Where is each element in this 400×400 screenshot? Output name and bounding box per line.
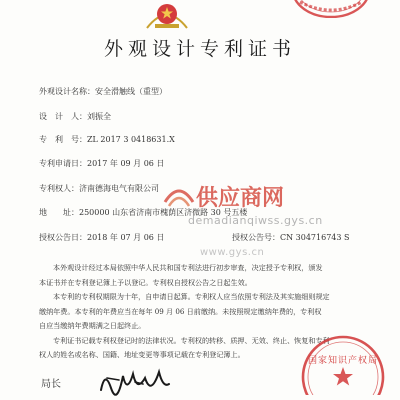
patent-number-row bbox=[39, 134, 175, 145]
director-signature bbox=[95, 366, 173, 398]
application-date-value: 2017 年 09 月 06 日 bbox=[87, 159, 165, 168]
top-seal-stamp bbox=[288, 0, 374, 18]
patent-number-value: ZL 2017 3 0418631.X bbox=[87, 135, 175, 144]
patentee-label: 专利权人： bbox=[39, 184, 79, 193]
grant-number-label: 授权公告号： bbox=[232, 233, 280, 242]
patentee-value: 济南德海电气有限公司 bbox=[79, 184, 159, 193]
certificate-body bbox=[39, 261, 330, 363]
body-line: 自应当缴纳年费期满之日起终止。 bbox=[39, 321, 146, 330]
designer-value: 刘振全 bbox=[87, 112, 111, 121]
address-label: 地 址： bbox=[39, 208, 79, 217]
address-value: 250000 山东省济南市槐荫区济微路 30 号五楼 bbox=[79, 208, 248, 217]
designer-label: 设 计 人： bbox=[39, 112, 87, 121]
body-line: 本外观设计经过本局依照中华人民共和国专利法进行初步审查，决定授予专利权，颁发 bbox=[53, 263, 323, 272]
patent-office-seal bbox=[299, 333, 387, 395]
application-date-label: 专利申请日： bbox=[39, 159, 87, 168]
watermark-domain: demadianqiwss.gys.cn bbox=[188, 214, 323, 227]
body-line: 本专利的专利权期限为十年，自申请日起算。专利权人应当依照专利法及其实施细则规定 bbox=[53, 292, 330, 301]
grant-number-row bbox=[232, 232, 350, 243]
body-line: 权人的姓名或名称、国籍、地址变更等事项记载在专利登记簿上。 bbox=[39, 350, 245, 359]
design-name-row bbox=[39, 86, 167, 97]
certificate-title: 外观设计专利证书 bbox=[103, 38, 296, 60]
patentee-row bbox=[39, 183, 159, 194]
body-line: 缴纳年费。本专利的年费应当在每年 09 月 06 日前缴纳。未按照规定缴纳年费的，专利权 bbox=[39, 306, 322, 316]
body-line: 专利证书记载专利权登记时的法律状况。专利权的转移、质押、无效、终止、恢复和专利 bbox=[53, 335, 330, 345]
grant-date-row bbox=[39, 232, 164, 243]
designer-row bbox=[39, 111, 111, 122]
design-name-label: 外观设计名称： bbox=[39, 87, 95, 96]
body-line: 本证书并在专利登记簿上予以登记。专利权自授权公告之日起生效。 bbox=[39, 277, 252, 287]
svg-text:国家知识产权局: 国家知识产权局 bbox=[307, 356, 379, 366]
grant-number-value: CN 304716743 S bbox=[280, 233, 350, 242]
director-label: 局长 bbox=[41, 379, 61, 390]
grant-date-value: 2018 年 07 月 06 日 bbox=[87, 233, 165, 242]
application-date-row bbox=[39, 158, 164, 169]
design-name-value: 安全滑触线（重型） bbox=[95, 87, 167, 96]
watermark-site-url: www.gys.cn bbox=[200, 247, 265, 258]
national-emblem-icon bbox=[141, 0, 193, 30]
watermark-brand: 供应商网 bbox=[196, 186, 285, 211]
patent-number-label: 专 利 号： bbox=[39, 135, 87, 144]
grant-date-label: 授权公告日： bbox=[39, 233, 87, 242]
watermark-logo-icon bbox=[162, 182, 196, 210]
